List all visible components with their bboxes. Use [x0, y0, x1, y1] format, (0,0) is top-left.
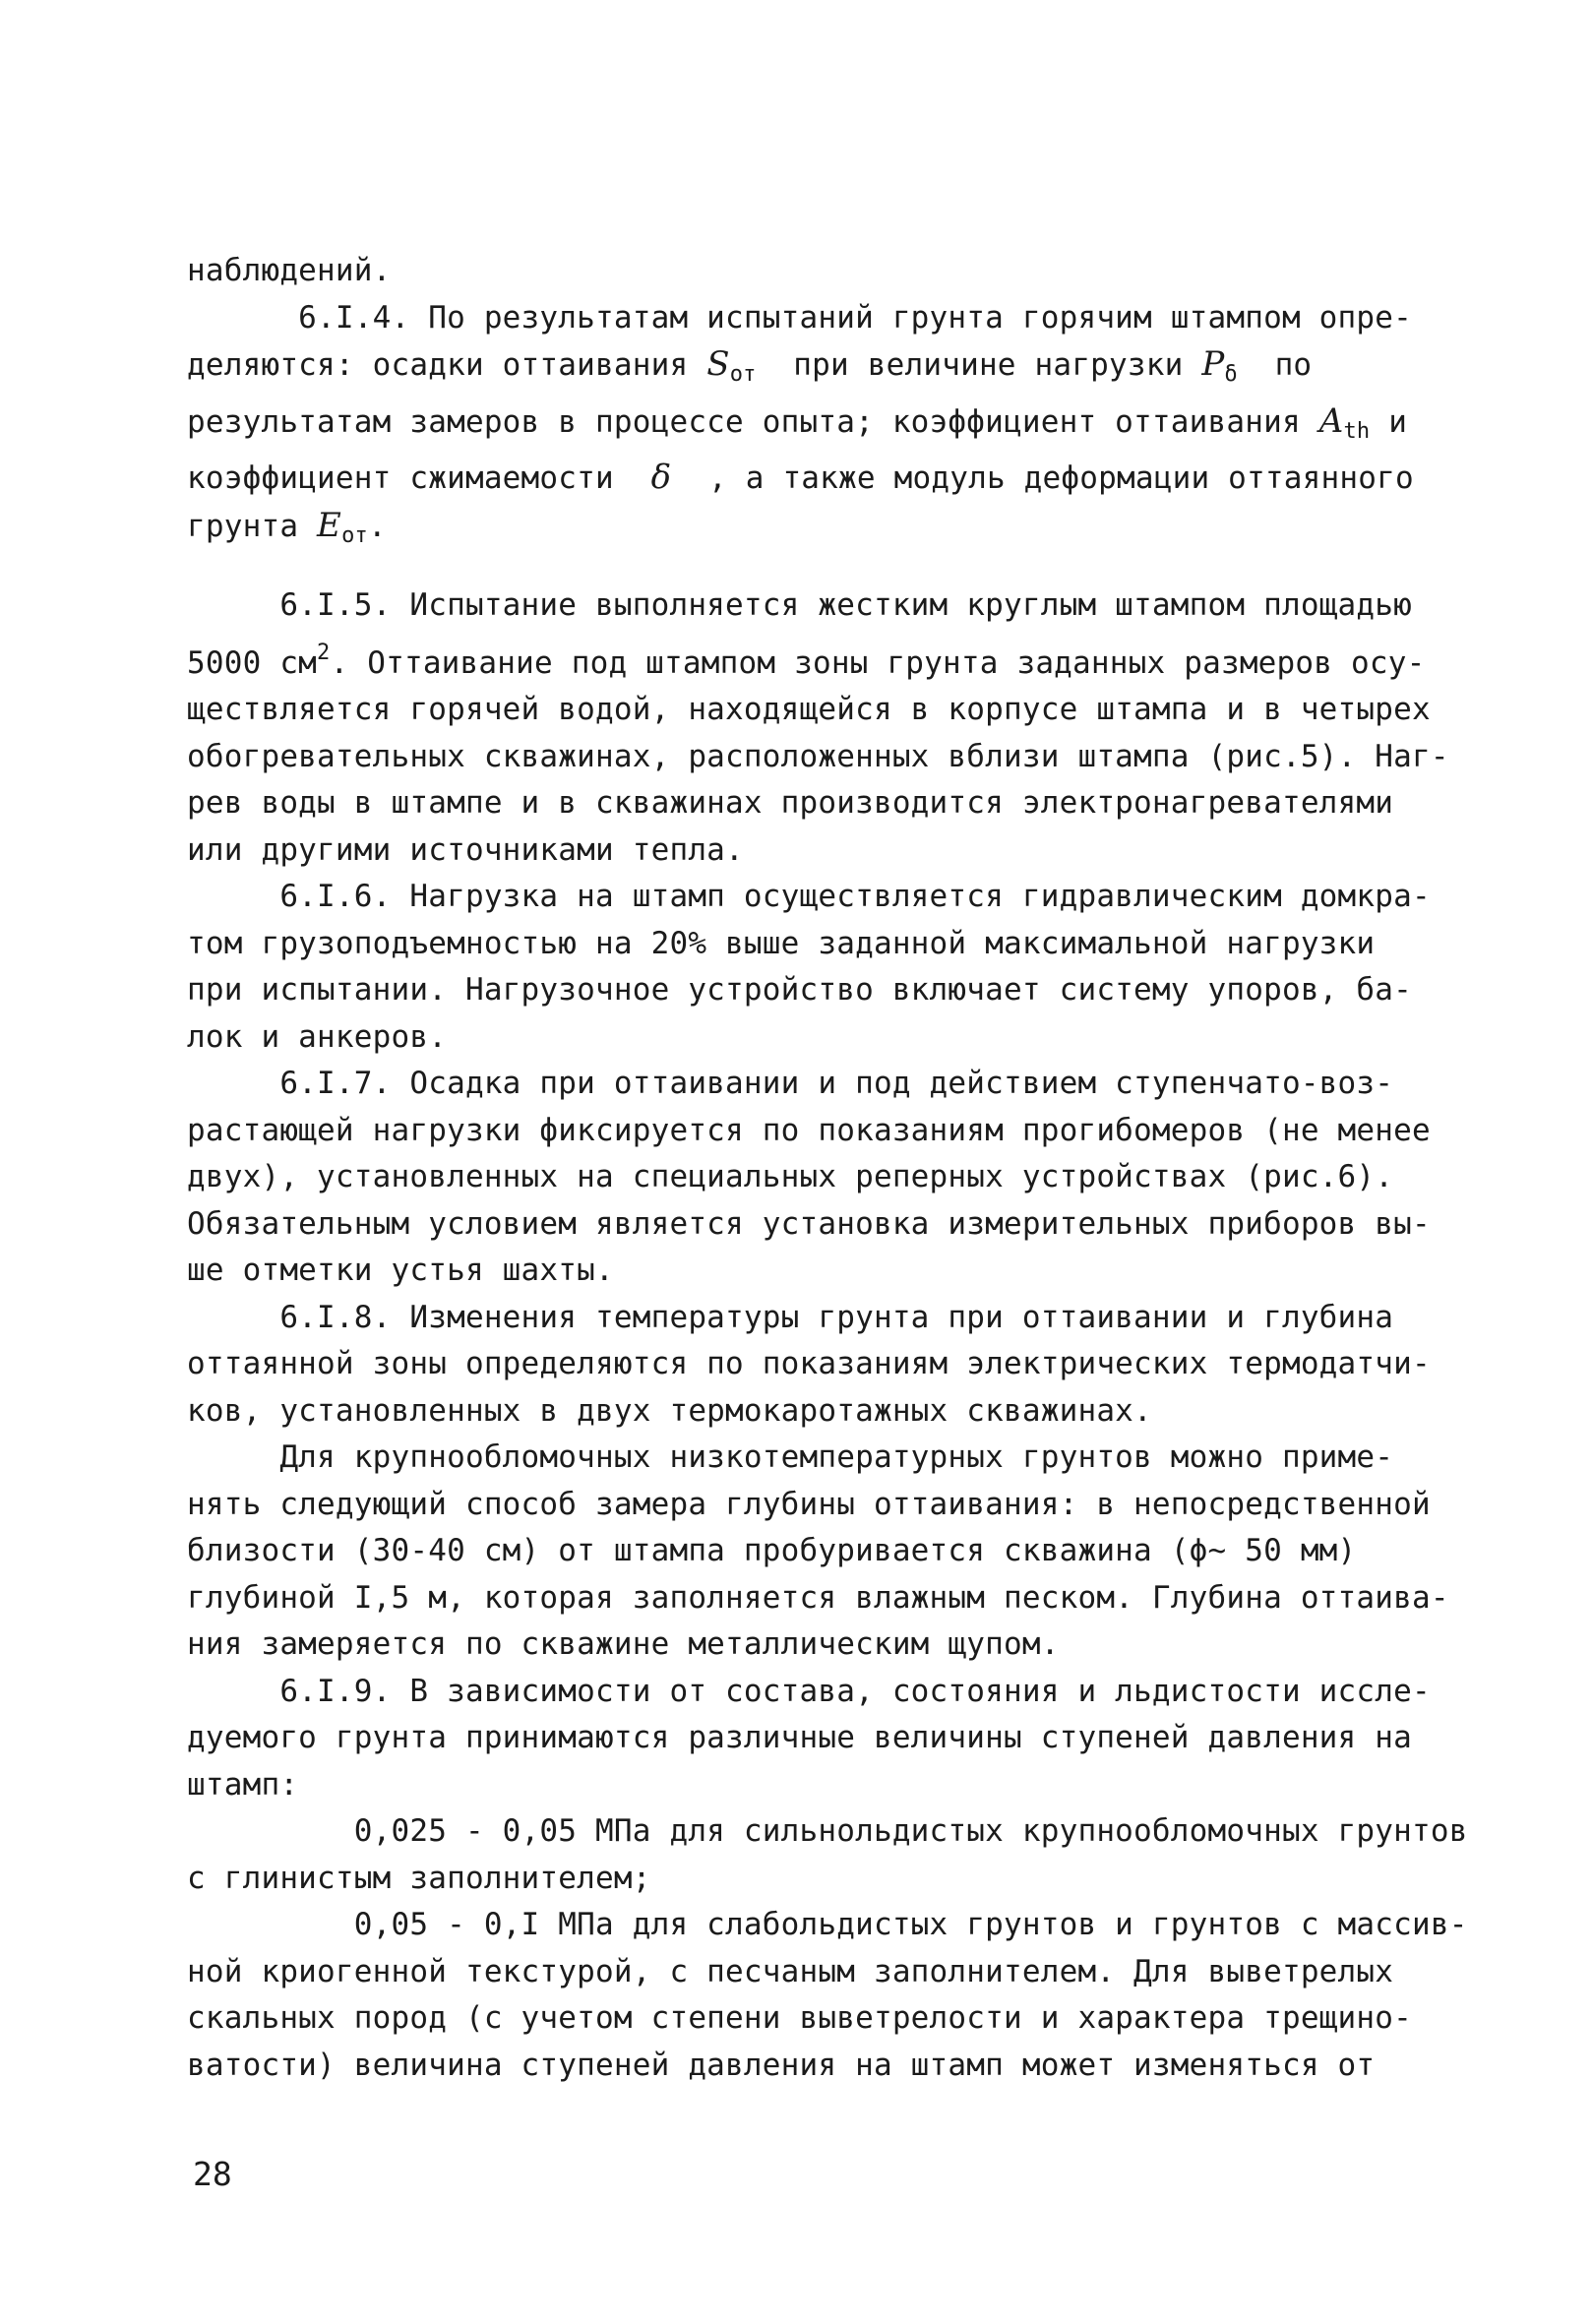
text-line: при испытании. Нагрузочное устройство включает систему упоров, ба- — [187, 972, 1412, 1008]
text-line: штамп: — [187, 1766, 299, 1803]
text-line: нять следующий способ замера глубины оттаивания: в непосредственной — [187, 1486, 1431, 1522]
text-line: 6.I.4. По результатам испытаний грунта горячим штампом опре- — [187, 299, 1412, 336]
text-line: деляются: осадки оттаивания $S_{от}$ при величине нагрузки $P_\delta$ по — [187, 344, 1313, 387]
load-symbol: P — [1201, 344, 1225, 384]
text-line: коэффициент сжимаемости δ , а также модуль деформации оттаянного — [187, 458, 1414, 497]
paragraph-gap — [187, 559, 1466, 582]
text-line: двух), установленных на специальных реперных устройствах (рис.6). — [187, 1159, 1394, 1194]
text-line: 6.I.8. Изменения температуры грунта при оттаивании и глубина — [187, 1299, 1394, 1335]
text-line: Обязательным условием является установка измерительных приборов вы- — [187, 1205, 1431, 1242]
text-line: ше отметки устья шахты. — [187, 1253, 614, 1288]
text-line: или другими источниками тепла. — [187, 831, 744, 868]
thawing-coefficient-symbol: A — [1318, 400, 1344, 441]
text-line: с глинистым заполнителем; — [187, 1860, 651, 1896]
text-line: скальных пород (с учетом степени выветрелости и характера трещино- — [187, 2000, 1412, 2036]
text-line: результатам замеров в процессе опыта; коэффициент оттаивания $A_{th}$ и — [187, 400, 1408, 444]
text-line: близости (30-40 см) от штампа пробуривается скважина (ϕ~ 50 мм) — [187, 1533, 1357, 1568]
text-line: 6.I.5. Испытание выполняется жестким круглым штампом площадью — [187, 587, 1412, 623]
text-line: ния замеряется по скважине металлическим щупом. — [187, 1626, 1060, 1662]
text-line: 6.I.7. Осадка при оттаивании и под действием ступенчато-воз- — [187, 1066, 1394, 1101]
text-line: дуемого грунта принимаются различные величины ступеней давления на — [187, 1720, 1412, 1755]
text-line: ков, установленных в двух термокаротажных скважинах. — [187, 1392, 1152, 1429]
page-number: 28 — [193, 2155, 232, 2193]
compressibility-symbol: δ — [650, 458, 672, 497]
modulus-symbol: E — [317, 505, 342, 545]
text-line: лок и анкеров. — [187, 1018, 448, 1055]
text-line: наблюдений. — [187, 253, 392, 288]
text-line: обогревательных скважинах, расположенных вблизи штампа (рис.5). Наг- — [187, 738, 1449, 774]
text-line: Для крупнообломочных низкотемпературных грунтов можно приме- — [187, 1439, 1394, 1475]
document-body — [187, 248, 1466, 2089]
text-line: ществляется горячей водой, находящейся в корпусе штампа и в четырех — [187, 692, 1431, 727]
text-line: 0,05 - 0,I МПа для слабольдистых грунтов и грунтов с массив- — [187, 1907, 1468, 1942]
text-line: оттаянной зоны определяются по показаниям электрических термодатчи- — [187, 1346, 1431, 1381]
text-line: ватости) величина ступеней давления на штамп может изменяться от — [187, 2047, 1376, 2083]
text-line: том грузоподъемностью на 20% выше заданной максимальной нагрузки — [187, 925, 1376, 961]
text-line: 5000 $см^2$. Оттаивание под штампом зоны грунта заданных размеров осу- — [187, 640, 1426, 681]
text-line: глубиной I,5 м, которая заполняется влажным песком. Глубина оттаива- — [187, 1579, 1449, 1616]
text-line: грунта $E_{от}$. — [187, 505, 387, 548]
text-block — [187, 687, 1466, 2089]
text-line: рев воды в штампе и в скважинах производится электронагревателями — [187, 785, 1394, 821]
text-line: 6.I.9. В зависимости от состава, состояния и льдистости иссле- — [187, 1673, 1431, 1709]
text-line: растающей нагрузки фиксируется по показаниям прогибомеров (не менее — [187, 1112, 1431, 1148]
text-line: ной криогенной текстурой, с песчаным заполнителем. Для выветрелых — [187, 1953, 1394, 1989]
settlement-symbol: S — [706, 344, 730, 384]
text-line: 0,025 - 0,05 МПа для сильнольдистых крупнообломочных грунтов — [187, 1813, 1468, 1849]
text-line: 6.I.6. Нагрузка на штамп осуществляется гидравлическим домкра- — [187, 879, 1431, 914]
